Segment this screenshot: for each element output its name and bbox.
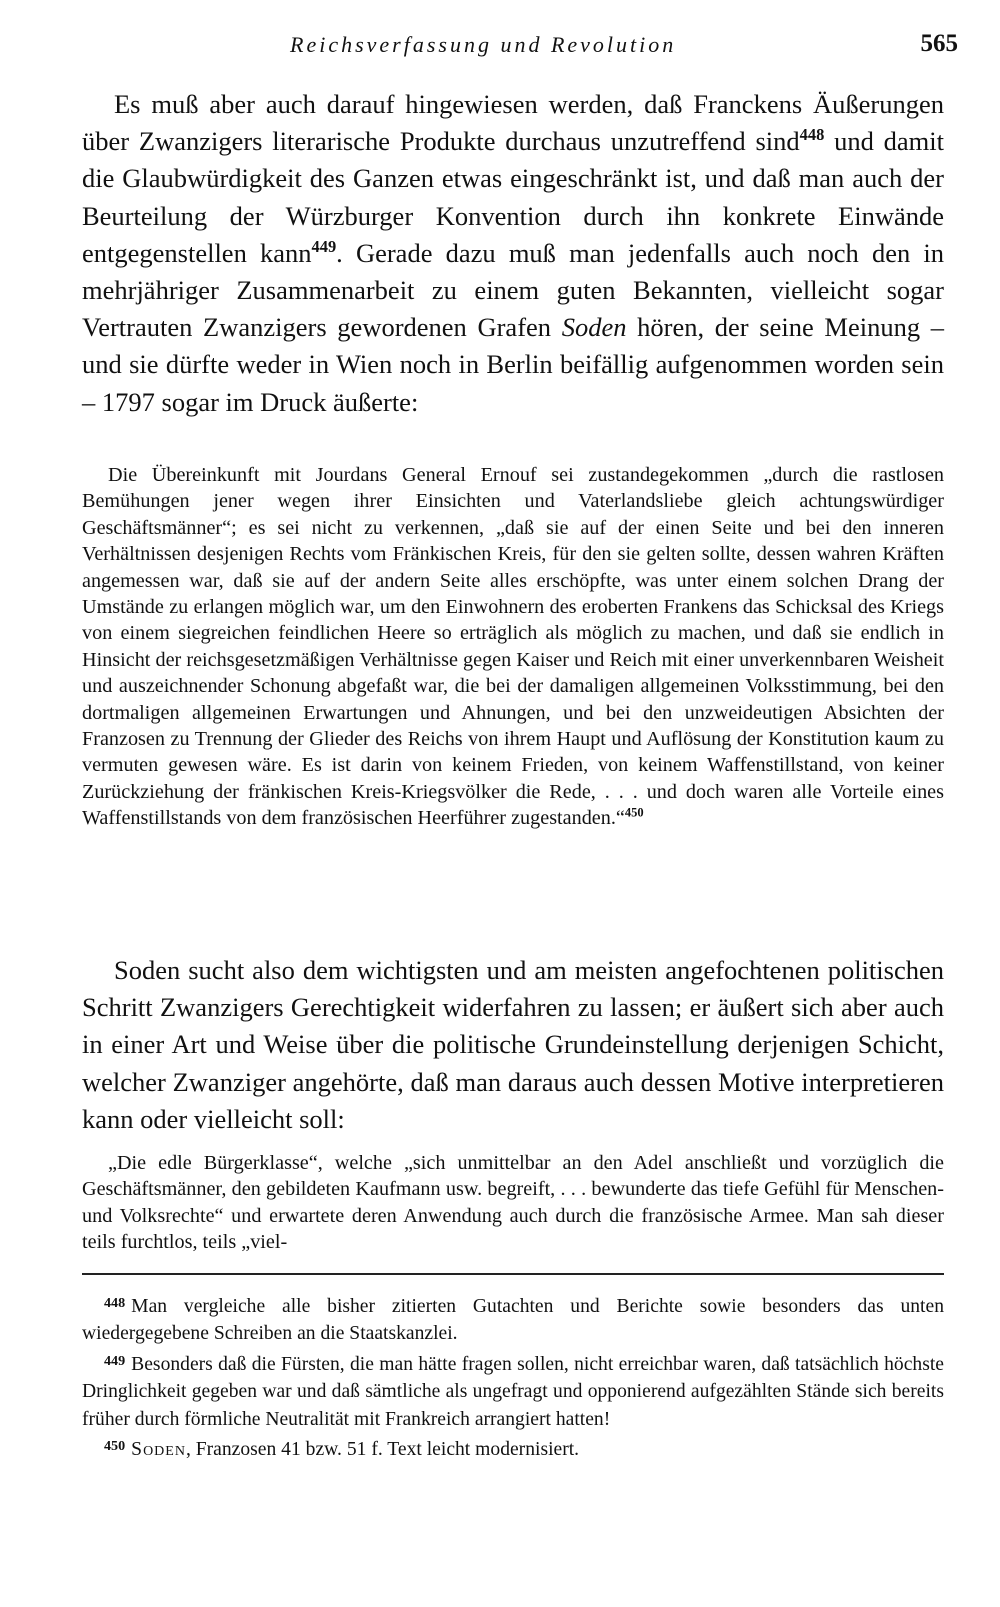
text-run: . Gerade dazu muß man jedenfalls auch noch den in mehrjähriger Zusammenarbeit zu einem guten Bekannten, vielleicht sogar Vertrauten Zwanzigers gewordenen Grafen	[82, 237, 944, 343]
footnote-ref-448: 448	[799, 125, 825, 145]
footnote-number: 450	[104, 1438, 126, 1455]
footnote-author: Soden	[131, 1439, 186, 1461]
footnote	[82, 1290, 944, 1348]
footnote-number: 448	[104, 1295, 126, 1311]
block-quote-2	[82, 1150, 944, 1256]
body-paragraph-2	[82, 952, 944, 1138]
text-run: Es muß aber auch darauf hingewiesen werden, daß Franckens Äußerungen über Zwanzigers literarische Produkte durchaus unzutreffend sind	[82, 89, 944, 157]
running-title: Reichsverfassung und Revolution	[290, 32, 677, 57]
footnote-number: 449	[104, 1352, 126, 1369]
quote-text: Die Übereinkunft mit Jourdans General Ernouf sei zustandegekommen „durch die rastlosen Bemühungen jener wegen ihrer Einsichten und Vaterlandsliebe gleich achtungswürdiger Geschäftsmänner“; es sei nicht zu verkennen, „daß sie auf der einen Seite und bei den inneren Verhältnissen desjenigen Rechts vom Fränkischen Kreis, für den sie gelten sollte, dessen wahren Kräften angemessen war, daß sie auf der andern Seite alles erschöpfte, was unter einem solchen Drang der Umstände zu erlangen möglich war, um den Einwohnern des eroberten Frankens das Schicksal des Kriegs von einem siegreichen feindlichen Heere so erträglich als möglich zu machen, und daß sie endlich in Hinsicht der reichsgesetzmäßigen Verhältnisse gegen Kaiser und Reich mit einer unverkennbaren Weisheit und auszeichnender Schonung abgefaßt war, die bei der damaligen allgemeinen Volksstimmung, bei den dortmaligen allgemeinen Erwartungen und Ahnungen, und bei den unzweideutigen Absichten der Franzosen zu Trennung der Glieder des Reichs von ihrem Haupt und Auflösung der Konstitution kaum zu vermuten gewesen wäre. Es ist darin von keinem Frieden, von keinem Waffenstillstand, von keiner Zurückziehung der fränkischen Kreis-Kriegsvölker die Rede, . . . und doch waren alle Vorteile eines Waffenstillstands von dem französischen Heerführer zugestanden.“	[82, 464, 944, 830]
person-name: Soden	[561, 312, 627, 343]
paragraph	[82, 86, 944, 421]
footnote-ref-450: 450	[624, 805, 644, 820]
footnote-ref-449: 449	[311, 236, 337, 256]
text-run: und damit die Glaubwürdigkeit des Ganzen etwas eingeschränkt ist, und daß man auch der Beurteilung der Würzburger Konvention durch ihn konkrete Einwände entgegenstellen kann	[82, 126, 945, 268]
footnotes	[82, 1290, 944, 1463]
running-header	[82, 30, 960, 64]
quote-paragraph	[82, 462, 944, 832]
text-run: hören, der seine Meinung – und sie dürfte weder in Wien noch in Berlin beifällig aufgenommen worden sein – 1797 sogar im Druck äußerte:	[82, 312, 945, 417]
footnote	[82, 1433, 944, 1463]
paragraph: Soden sucht also dem wichtigsten und am meisten angefochtenen politischen Schritt Zwanzigers Gerechtigkeit widerfahren zu lassen; er äußert sich aber auch in einer Art und Weise über die politische Grundeinstellung derjenigen Schicht, welcher Zwanziger angehörte, daß man daraus auch dessen Motive interpretieren kann oder vielleicht soll:	[82, 955, 944, 1134]
footnote-text: Besonders daß die Fürsten, die man hätte fragen sollen, nicht erreichbar waren, daß tatsächlich höchste Dringlichkeit gegeben war und daß sämtliche als ungefragt und opponierend aufgezählten Stände sich bereits früher durch förmliche Neutralität mit Frankreich arrangiert hatten!	[82, 1353, 944, 1430]
quote-paragraph: „Die edle Bürgerklasse“, welche „sich unmittelbar an den Adel anschließt und vorzüglich die Geschäftsmänner, den gebildeten Kaufmann usw. begreift, . . . bewunderte das tiefe Gefühl für Menschen- und Volksrechte“ und erwartete deren Anwendung auch durch die französische Armee. Man sah dieser teils furchtlos, teils „viel-	[82, 1152, 944, 1254]
block-quote-1	[82, 462, 944, 832]
body-paragraph-1	[82, 86, 944, 421]
footnote	[82, 1348, 944, 1433]
footnote-text: , Franzosen 41 bzw. 51 f. Text leicht modernisiert.	[185, 1439, 580, 1461]
footnote-divider	[82, 1273, 944, 1275]
footnote-text: Man vergleiche alle bisher zitierten Gutachten und Berichte sowie besonders das unten wiedergegebene Schreiben an die Staatskanzlei.	[82, 1296, 944, 1345]
page-number: 565	[920, 30, 958, 57]
